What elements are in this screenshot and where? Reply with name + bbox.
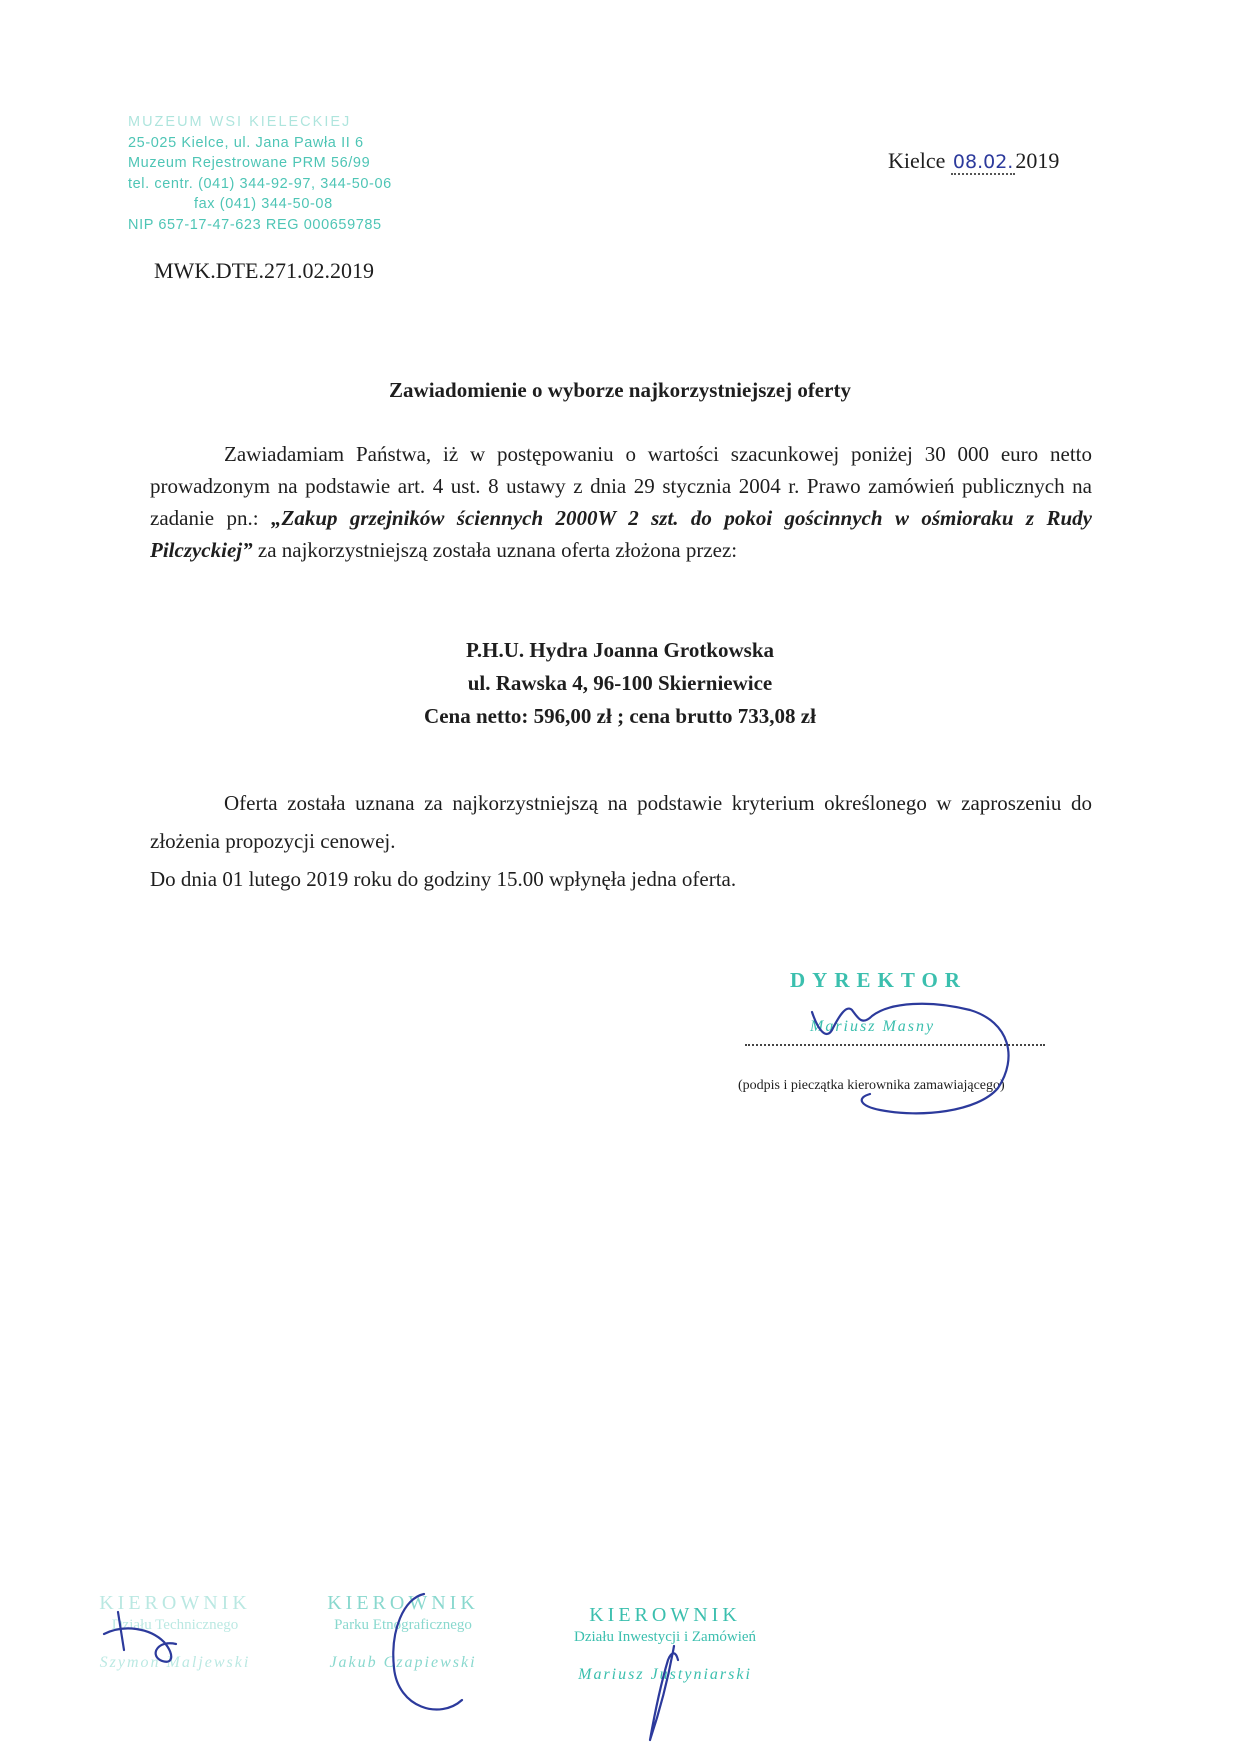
stamp-subtitle: Działu Inwestycji i Zamówień — [573, 1629, 757, 1645]
deadline-paragraph: Do dnia 01 lutego 2019 roku do godziny 15.00 wpłynęła jedna oferta. — [150, 867, 737, 891]
stamp-line-registry: Muzeum Rejestrowane PRM 56/99 — [128, 155, 371, 171]
place: Kielce — [888, 148, 946, 173]
criterion-paragraph: Oferta została uznana za najkorzystniejszą na podstawie kryterium określonego w zaproszeniu do złożenia propozycji cenowej. — [150, 791, 1092, 853]
stamp-subtitle: Parku Etnograficznego — [334, 1617, 472, 1633]
director-stamp-title: DYREKTOR — [790, 968, 967, 992]
stamp-line-museum-name: MUZEUM WSI KIELECKIEJ — [128, 114, 352, 130]
stamp-line-fax: fax (041) 344-50-08 — [194, 196, 333, 212]
offer-price: Cena netto: 596,00 zł ; cena brutto 733,08 zł — [424, 704, 816, 728]
investment-manager-signature — [650, 1646, 678, 1740]
technical-manager-signature — [104, 1612, 176, 1662]
paragraph-tail: za najkorzystniejszą została uznana oferta złożona przez: — [252, 538, 738, 562]
director-signature — [812, 1004, 1009, 1114]
reference-number: MWK.DTE.271.02.2019 — [154, 258, 374, 283]
stamp-title: KIEROWNIK — [99, 1592, 251, 1614]
stamp-name: Mariusz Justyniarski — [578, 1666, 752, 1683]
stamp-title: KIEROWNIK — [589, 1604, 741, 1626]
director-stamp-name: Mariusz Masny — [810, 1018, 936, 1035]
year: 2019 — [1015, 148, 1060, 173]
stamp-line-address: 25-025 Kielce, ul. Jana Pawła II 6 — [128, 134, 364, 151]
signature-caption: (podpis i pieczątka kierownika zamawiającego) — [738, 1078, 1005, 1093]
company-address: ul. Rawska 4, 96-100 Skierniewice — [467, 671, 773, 695]
task-name: „Zakup grzejników ściennych 2000W 2 szt. do pokoi gościnnych w ośmioraku z Rudy Pilczyckiej” — [150, 506, 1092, 562]
stamp-name: Szymon Maljewski — [99, 1654, 251, 1671]
stamp-line-phone: tel. centr. (041) 344-92-97, 344-50-06 — [128, 175, 392, 192]
stamp-title: KIEROWNIK — [327, 1592, 479, 1614]
stamp-line-nip: NIP 657-17-47-623 REG 000659785 — [128, 216, 382, 233]
park-manager-signature — [393, 1594, 462, 1710]
company-name: P.H.U. Hydra Joanna Grotkowska — [465, 638, 775, 662]
paragraph-lead: Zawiadamiam Państwa, iż w postępowaniu o wartości szacunkowej poniżej 30 000 euro netto prowadzonym na podstawie art. 4 ust. 8 ustawy z dnia 29 stycznia 2004 r. Prawo zamówień publicznych na zadanie pn.: — [150, 442, 1092, 530]
stamp-subtitle: Działu Technicznego — [111, 1617, 239, 1633]
handwritten-date: 08.02. — [952, 151, 1014, 173]
document-heading: Zawiadomienie o wyborze najkorzystniejszej oferty — [389, 378, 851, 402]
stamp-name: Jakub Czapiewski — [329, 1654, 477, 1671]
